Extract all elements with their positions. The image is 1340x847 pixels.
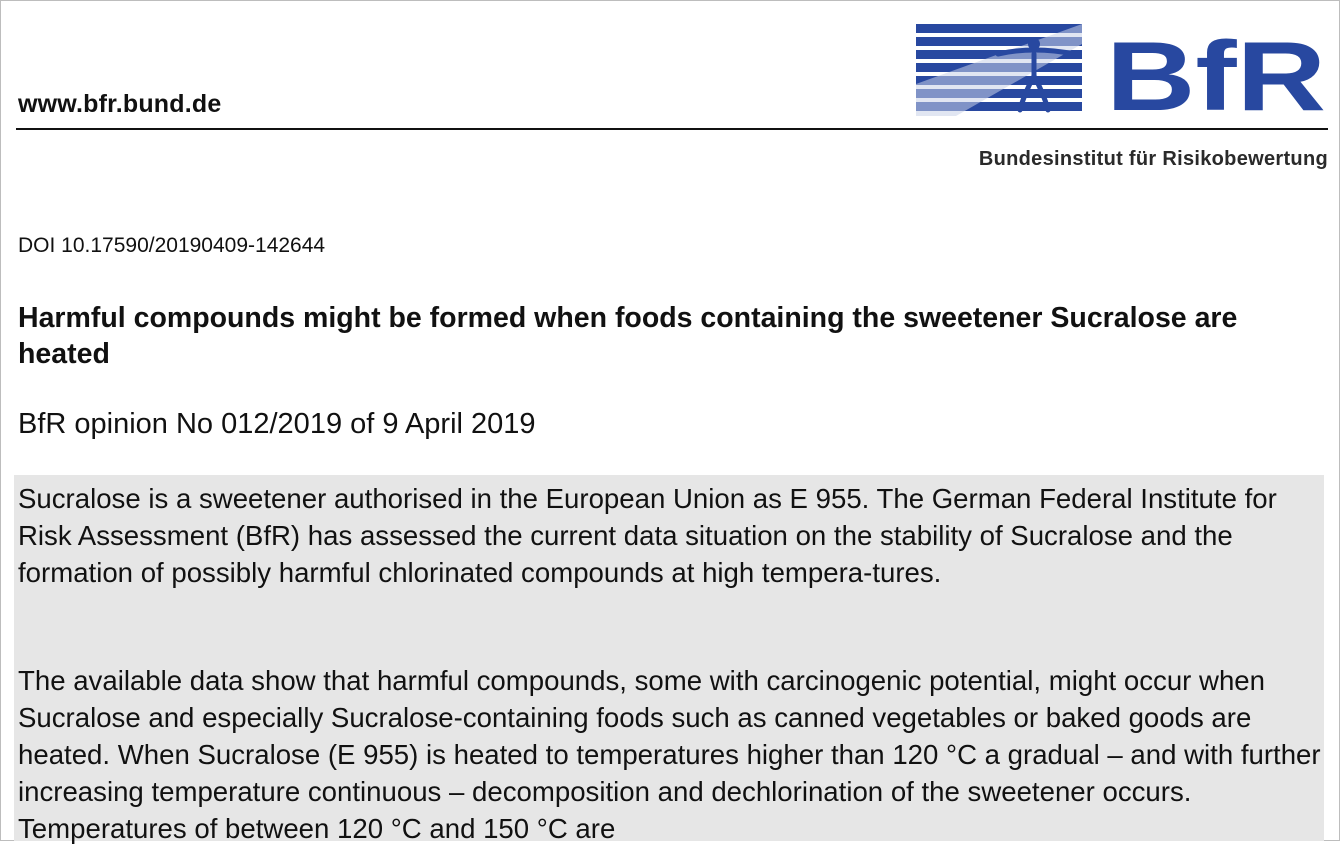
header-divider bbox=[16, 128, 1328, 130]
document-title: Harmful compounds might be formed when foods containing the sweetener Sucralose are heated bbox=[18, 302, 1238, 370]
website-url: www.bfr.bund.de bbox=[18, 90, 222, 118]
bfr-logo bbox=[916, 24, 1328, 116]
logo-bfr-text: BfR bbox=[1106, 24, 1326, 116]
logo-stripes-icon bbox=[916, 24, 1082, 116]
summary-paragraph-1: Sucralose is a sweetener authorised in the European Union as E 955. The German Federal Institute for Risk Assessment (BfR) has assessed the current data situation on the stability of Sucralose and the formation of possibly harmful chlorinated compounds at high tempera-tures. bbox=[18, 483, 1277, 588]
summary-paragraph-2: The available data show that harmful compounds, some with carcinogenic potential, might occur when Sucralose and especially Sucralose-containing foods such as canned vegetables or baked goods are heated. When Sucralose (E 955) is heated to temperatures higher than 120 °C a gradual – and with further increasing temperature continuous – decomposition and dechlorination of the sweetener occurs. Temperatures of between 120 °C and 150 °C are bbox=[18, 665, 1321, 844]
doi-line: DOI 10.17590/20190409-142644 bbox=[18, 234, 326, 257]
opinion-reference: BfR opinion No 012/2019 of 9 April 2019 bbox=[18, 408, 536, 440]
institute-name: Bundesinstitut für Risikobewertung bbox=[978, 148, 1328, 170]
